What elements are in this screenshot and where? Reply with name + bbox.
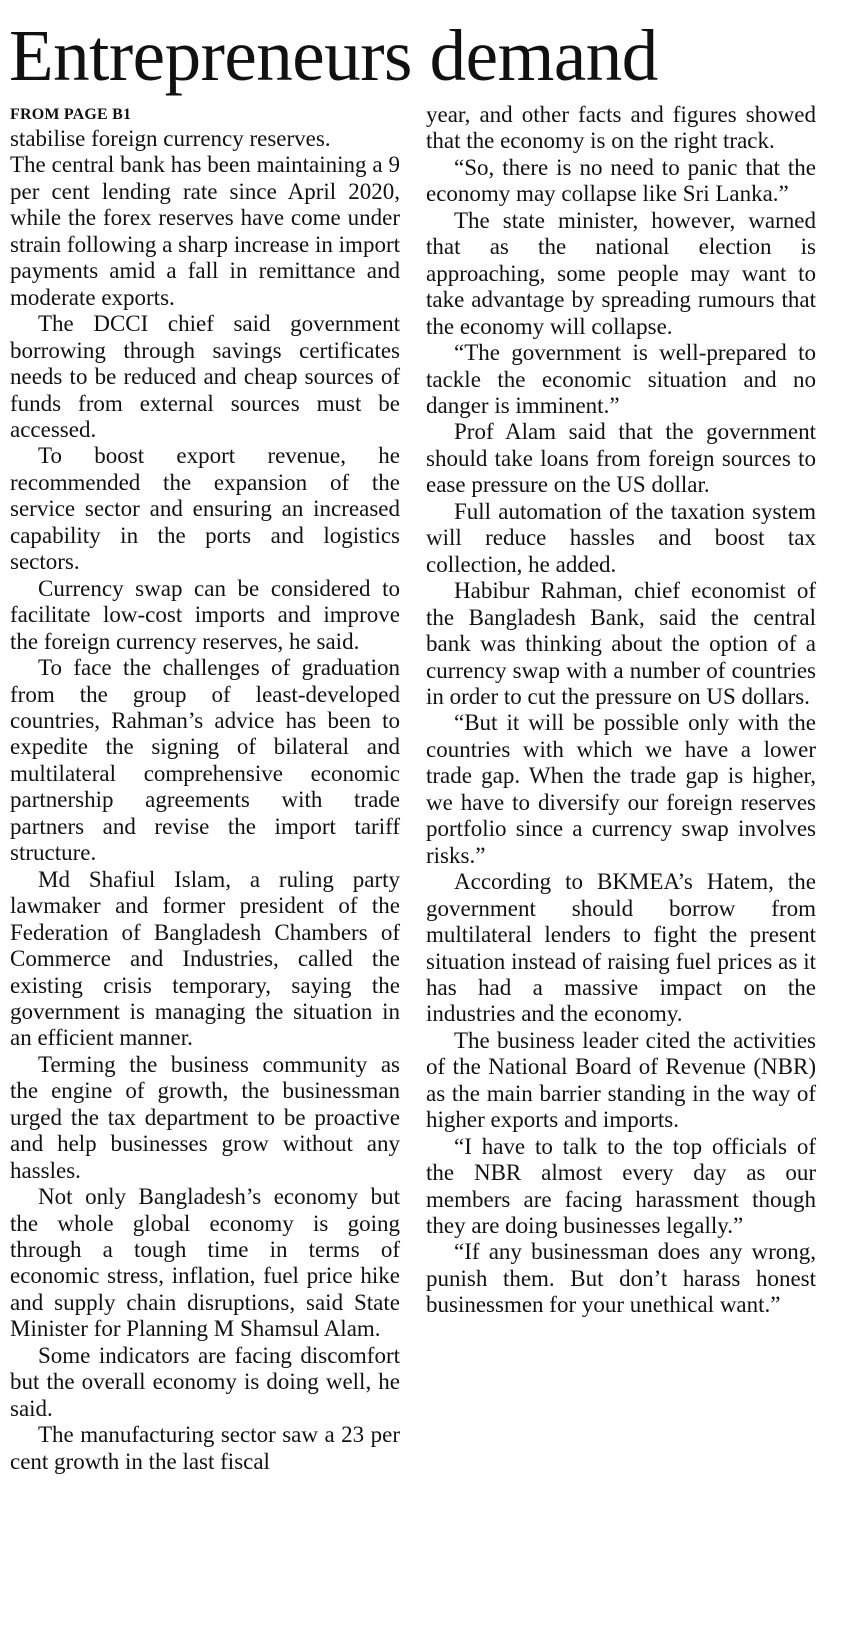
paragraph: Habibur Rahman, chief economist of the Bangladesh Bank, said the central bank was thinking about the option of a currency swap with a number of countries in order to cut the pressure on US dollars.	[426, 578, 816, 709]
paragraph: The state minister, however, warned that as the national election is approaching, some people may want to take advantage by spreading rumours that the economy will collapse.	[426, 207, 816, 339]
paragraph: “The government is well-prepared to tackle the economic situation and no danger is imminent.”	[426, 340, 816, 418]
paragraph: “So, there is no need to panic that the economy may collapse like Sri Lanka.”	[426, 154, 816, 207]
paragraph: Md Shafiul Islam, a ruling party lawmaker and former president of the Federation of Bangladesh Chambers of Commerce and Industries, called the existing crisis temporary, saying the government is managing the situation in an efficient manner.	[10, 866, 400, 1051]
paragraph: year, and other facts and figures showed that the economy is on the right track.	[426, 102, 816, 154]
paragraph: According to BKMEA’s Hatem, the government should borrow from multilateral lenders to fight the present situation instead of raising fuel prices as it has had a massive impact on the industries and the economy.	[426, 869, 816, 1027]
paragraph: The manufacturing sector saw a 23 per cent growth in the last fiscal	[10, 1422, 400, 1474]
paragraph: Not only Bangladesh’s economy but the whole global economy is going through a tough time in terms of economic stress, inflation, fuel price hike and supply chain disruptions, said State Minister for Planning M Shamsul Alam.	[10, 1184, 400, 1342]
left-column-body	[10, 126, 400, 1475]
paragraph: To boost export revenue, he recommended the expansion of the service sector and ensuring an increased capability in the ports and logistics sectors.	[10, 443, 400, 575]
headline: Entrepreneurs demand	[9, 15, 658, 96]
paragraph: stabilise foreign currency reserves.	[10, 126, 331, 151]
paragraph: “I have to talk to the top officials of the NBR almost every day as our members are facing harassment though they are doing businesses legally.”	[426, 1133, 816, 1239]
paragraph: To face the challenges of graduation from the group of least-developed countries, Rahman’s advice has been to expedite the signing of bilateral and multilateral comprehensive economic partnership agreements with trade partners and revise the import tariff structure.	[10, 655, 400, 866]
paragraph: The central bank has been maintaining a 9 per cent lending rate since April 2020, while the forex reserves have come under strain following a sharp increase in import payments amid a fall in remittance and moderate exports.	[10, 152, 400, 310]
paragraph: The DCCI chief said government borrowing through savings certificates needs to be reduced and cheap sources of funds from external sources must be accessed.	[10, 311, 400, 442]
paragraph: “But it will be possible only with the countries with which we have a lower trade gap. When the trade gap is higher, we have to diversify our foreign reserves portfolio since a currency swap involves risks.”	[426, 710, 816, 868]
right-column	[426, 102, 816, 1319]
paragraph: “If any businessman does any wrong, punish them. But don’t harass honest businessmen for your unethical want.”	[426, 1239, 816, 1318]
right-column-body	[426, 102, 816, 1319]
paragraph: Full automation of the taxation system will reduce hassles and boost tax collection, he added.	[426, 498, 816, 577]
paragraph: Currency swap can be considered to facilitate low-cost imports and improve the foreign currency reserves, he said.	[10, 575, 400, 654]
paragraph: The business leader cited the activities of the National Board of Revenue (NBR) as the main barrier standing in the way of higher exports and imports.	[426, 1027, 816, 1133]
paragraph: Some indicators are facing discomfort but the overall economy is doing well, he said.	[10, 1342, 400, 1421]
left-column	[10, 105, 400, 1475]
paragraph: Prof Alam said that the government should take loans from foreign sources to ease pressure on the US dollar.	[426, 419, 816, 498]
continued-from-label: FROM PAGE B1	[10, 106, 132, 123]
paragraph: Terming the business community as the engine of growth, the businessman urged the tax department to be proactive and help businesses grow without any hassles.	[10, 1051, 400, 1183]
